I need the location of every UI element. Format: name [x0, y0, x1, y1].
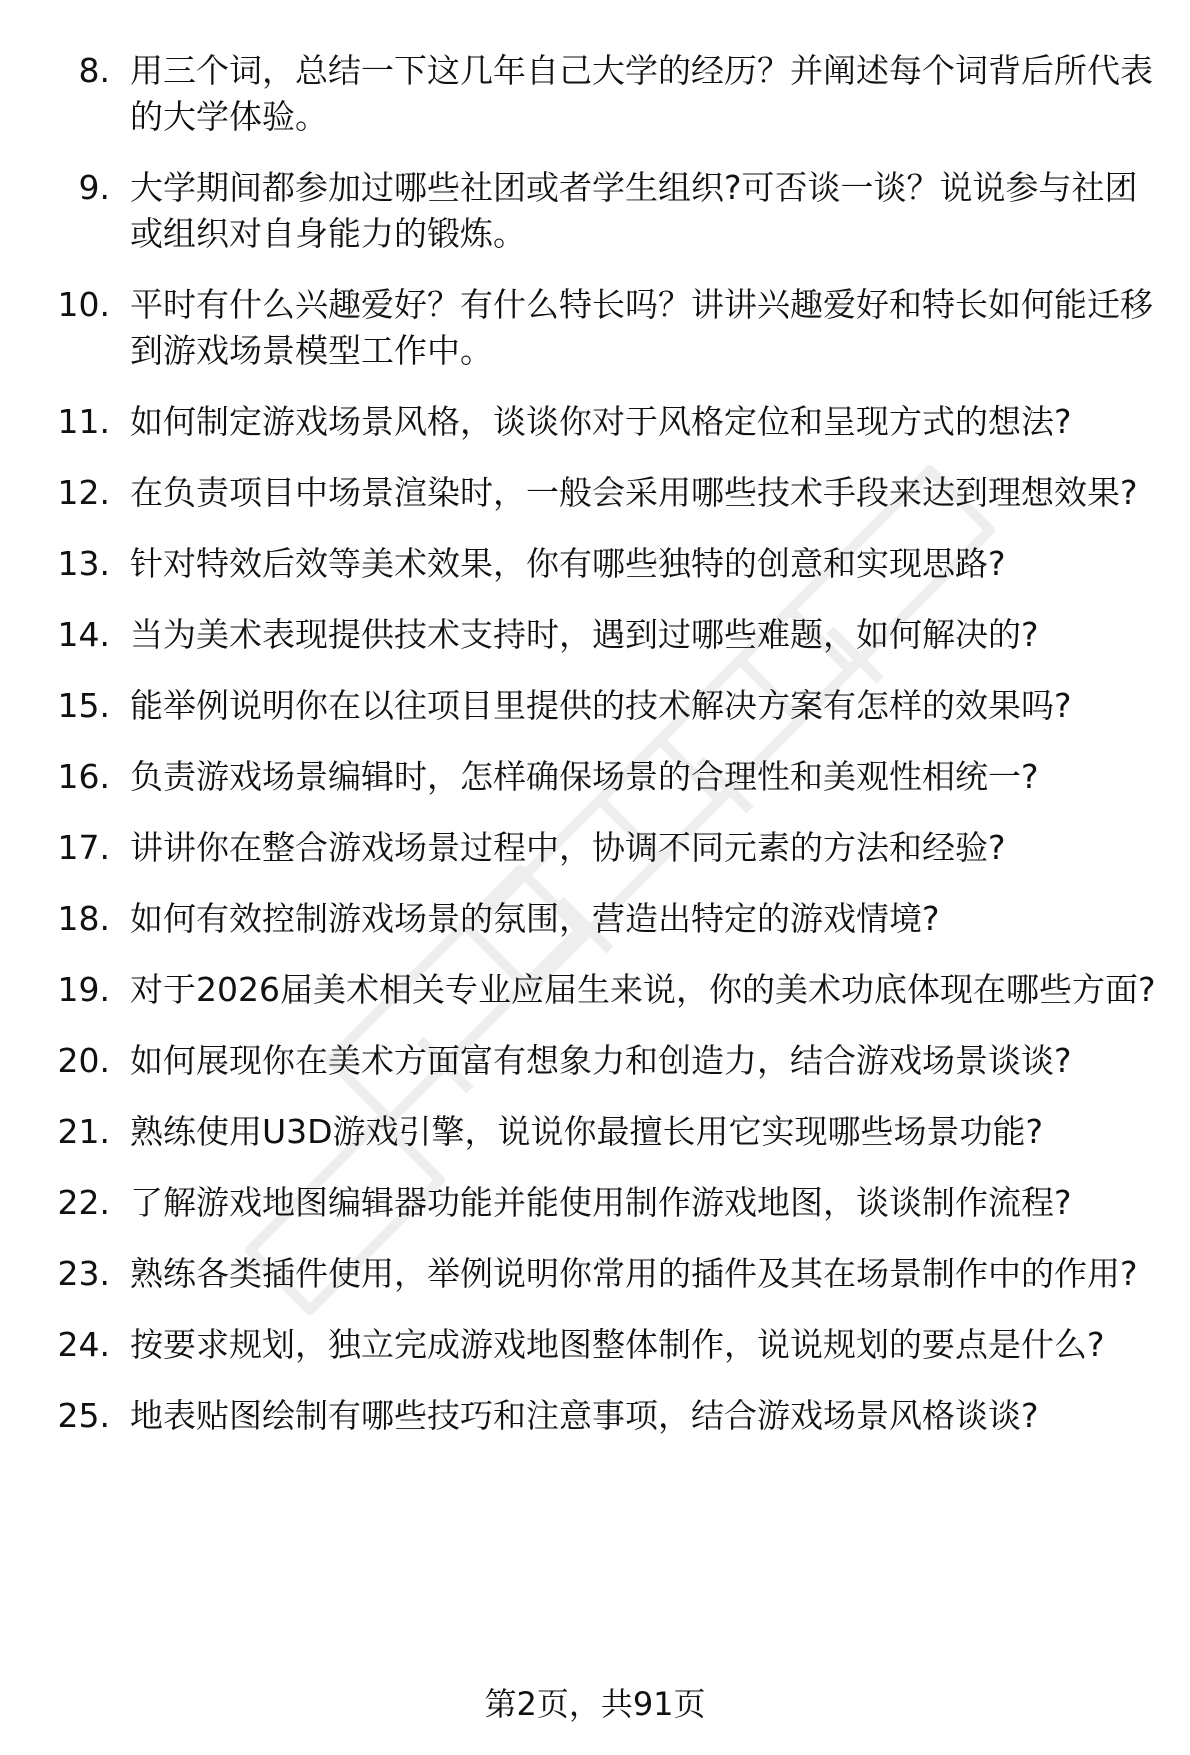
list-item: [0, 1393, 1190, 1439]
item-text: 按要求规划，独立完成游戏地图整体制作，说说规划的要点是什么?: [130, 1325, 1105, 1364]
item-text: 如何制定游戏场景风格，谈谈你对于风格定位和呈现方式的想法?: [130, 402, 1072, 441]
list-item: [0, 165, 1190, 257]
item-text: 如何有效控制游戏场景的氛围，营造出特定的游戏情境?: [130, 899, 940, 938]
item-number: 10.: [57, 285, 110, 324]
item-number: 20.: [57, 1041, 110, 1080]
item-number: 13.: [57, 544, 110, 583]
item-text: 用三个词，总结一下这几年自己大学的经历？并阐述每个词背后所代表的大学体验。: [130, 51, 1153, 136]
question-list: [0, 48, 1190, 1464]
page-number-label: 第2页，共91页: [484, 1685, 706, 1723]
list-item: [0, 967, 1190, 1013]
item-number: 8.: [78, 51, 110, 90]
item-number: 19.: [57, 970, 110, 1009]
item-text: 针对特效后效等美术效果，你有哪些独特的创意和实现思路?: [130, 544, 1006, 583]
item-number: 21.: [57, 1112, 110, 1151]
list-item: [0, 282, 1190, 374]
list-item: [0, 1322, 1190, 1368]
list-item: [0, 1109, 1190, 1155]
item-number: 24.: [57, 1325, 110, 1364]
list-item: [0, 825, 1190, 871]
item-text: 地表贴图绘制有哪些技巧和注意事项，结合游戏场景风格谈谈?: [130, 1396, 1039, 1435]
item-number: 9.: [78, 168, 110, 207]
item-text: 如何展现你在美术方面富有想象力和创造力，结合游戏场景谈谈?: [130, 1041, 1072, 1080]
list-item: [0, 1251, 1190, 1297]
item-number: 15.: [57, 686, 110, 725]
list-item: [0, 1038, 1190, 1084]
list-item: [0, 1180, 1190, 1226]
item-number: 14.: [57, 615, 110, 654]
item-text: 讲讲你在整合游戏场景过程中，协调不同元素的方法和经验?: [130, 828, 1006, 867]
item-text: 对于2026届美术相关专业应届生来说，你的美术功底体现在哪些方面?: [130, 970, 1156, 1009]
item-number: 11.: [57, 402, 110, 441]
list-item: [0, 470, 1190, 516]
list-item: [0, 612, 1190, 658]
list-item: [0, 683, 1190, 729]
item-number: 12.: [57, 473, 110, 512]
list-item: [0, 399, 1190, 445]
item-number: 25.: [57, 1396, 110, 1435]
list-item: [0, 896, 1190, 942]
item-text: 当为美术表现提供技术支持时，遇到过哪些难题，如何解决的?: [130, 615, 1039, 654]
item-number: 18.: [57, 899, 110, 938]
item-text: 熟练各类插件使用，举例说明你常用的插件及其在场景制作中的作用?: [130, 1254, 1138, 1293]
list-item: [0, 754, 1190, 800]
item-text: 在负责项目中场景渲染时，一般会采用哪些技术手段来达到理想效果?: [130, 473, 1138, 512]
item-text: 负责游戏场景编辑时，怎样确保场景的合理性和美观性相统一?: [130, 757, 1039, 796]
item-number: 23.: [57, 1254, 110, 1293]
item-text: 了解游戏地图编辑器功能并能使用制作游戏地图，谈谈制作流程?: [130, 1183, 1072, 1222]
list-item: [0, 541, 1190, 587]
item-text: 大学期间都参加过哪些社团或者学生组织?可否谈一谈？说说参与社团或组织对自身能力的锻炼。: [130, 168, 1138, 253]
item-text: 平时有什么兴趣爱好？有什么特长吗？讲讲兴趣爱好和特长如何能迁移到游戏场景模型工作中。: [130, 285, 1153, 370]
page-footer: [0, 1682, 1190, 1726]
list-item: [0, 48, 1190, 140]
item-number: 22.: [57, 1183, 110, 1222]
item-text: 能举例说明你在以往项目里提供的技术解决方案有怎样的效果吗?: [130, 686, 1072, 725]
item-text: 熟练使用U3D游戏引擎，说说你最擅长用它实现哪些场景功能?: [130, 1112, 1044, 1151]
item-number: 16.: [57, 757, 110, 796]
item-number: 17.: [57, 828, 110, 867]
